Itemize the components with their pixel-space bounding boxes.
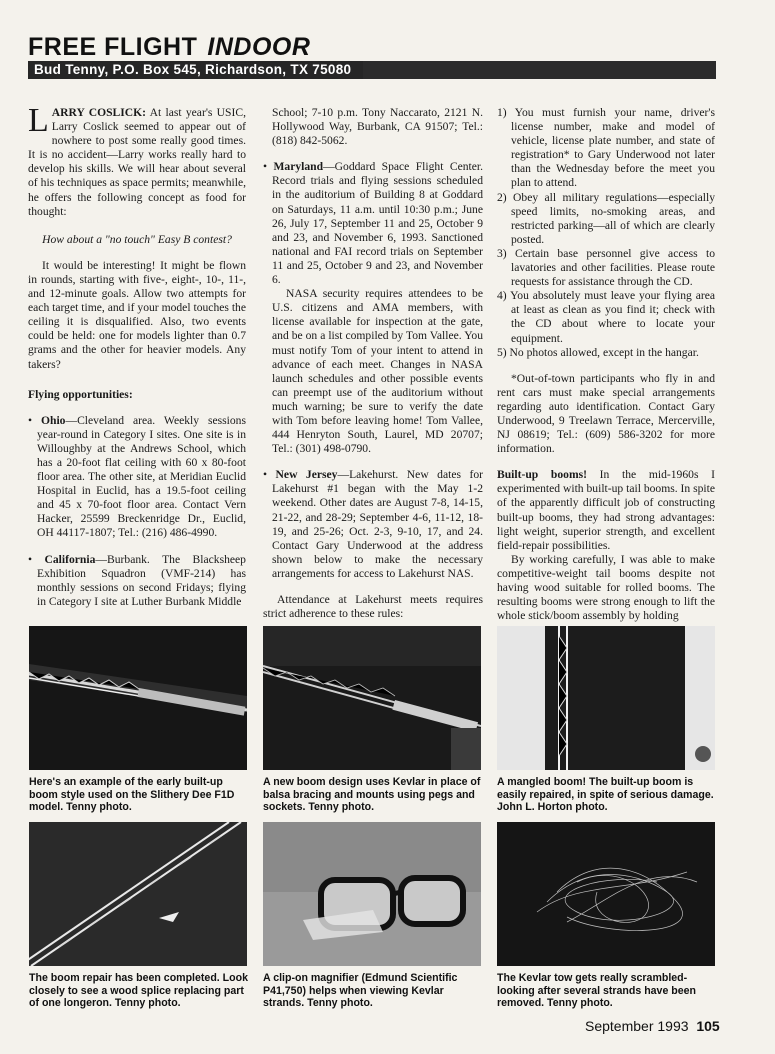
list-item: • New Jersey—Lakehurst. New dates for Lakehurst #1 began with the May 1-2 weekend. Other dates are August 7-8, 14-15, 21-22, and 28-29; September 4-6, 11-12, 18-19, and 25-26; Oct. 2-3, 9-10, 17, and 24. Contact Gary Underwood at the address shown below to make the necessary arrangements for access to Lakehurst NAS. [263, 468, 483, 580]
state-name: Maryland [273, 160, 324, 174]
item-text: —Cleveland area. Weekly sessions year-round in Category I sites. One site is in Willoughby at the Andrews School, which has a 20-foot flat ceiling with 60 x 80-foot floor area. The other site, at Meridian Euclid Hospital in Euclid, has a 19.5-foot ceiling and 45 x 70-foot floor area. Contact Vern Hacker, 25599 Breckenridge Dr., Euclid, OH 44117-1807; Tel.: (216) 486-4990. [37, 413, 246, 540]
byline-bar [28, 61, 716, 79]
rule-item: 2) Obey all military regulations—especially speed limits, no-smoking areas, and restricted parking—all of which are clearly posted. [497, 190, 715, 246]
photo-magnifier [263, 822, 481, 966]
page-footer [585, 1018, 720, 1034]
intro-paragraph [28, 102, 246, 219]
item-text: —Lakehurst. New dates for Lakehurst #1 began with the May 1-2 weekend. Other dates are August 7-8, 14-15, 21-22, and 28-29; September 4-6, 11-12, 18-19, and 25-26; Oct. 2-3, 9-10, 17, and 24. Contact Gary Underwood at the address shown below to make the necessary arrangements for access to Lakehurst NAS. [272, 468, 483, 580]
photo-kevlar-boom [263, 626, 481, 770]
text-column-2 [263, 106, 483, 621]
photo-caption: A mangled boom! The built-up boom is easily repaired, in spite of serious damage. John L. Horton photo. [497, 776, 714, 814]
item-text: —Goddard Space Flight Center. Record trials and flying sessions scheduled in the auditorium of Building 8 at Goddard on Saturdays, 11 a.m. until 10:30 p.m.; June 26, July 17, September 11 and 25, October 9 and 23, and November 6, 1993. Sanctioned national and FAI record trials on September 11 and 25, October 9 and 23, and November 6. [272, 160, 483, 287]
rule-item: 5) No photos allowed, except in the hangar. [497, 345, 699, 359]
photo-caption: The Kevlar tow gets really scrambled-looking after several strands have been removed. Tenny photo. [497, 972, 697, 1010]
paragraph: Attendance at Lakehurst meets requires strict adherence to these rules: [263, 593, 483, 621]
column-title [28, 33, 310, 62]
rules-list [497, 106, 715, 360]
paragraph: By working carefully, I was able to make competitive-weight tail booms despite not having wood suitable for rolled booms. The resulting booms were strong enough to lift the whole stick/boom assembly by holding [497, 552, 715, 623]
photo-caption: The boom repair has been completed. Look closely to see a wood splice replacing part of one longeron. Tenny photo. [29, 972, 248, 1010]
item-text: —Burbank. The Blacksheep Exhibition Squadron (VMF-214) has monthly sessions on second Fridays; flying in Category I site at Luther Burbank Middle [37, 552, 246, 608]
photo-boom-repair [29, 822, 247, 966]
lead-name: ARRY COSLICK: [51, 106, 147, 119]
footnote: *Out-of-town participants who fly in and rent cars must make special arrangements regarding auto identification. Contact Gary Underwood, 9 Treelawn Terrace, Mercerville, NJ 08619; Tel.: (609) 586-3202 for more information. [497, 371, 715, 456]
list-item: • Ohio—Cleveland area. Weekly sessions year-round in Category I sites. One site is in Willoughby at the Andrews School, which has a 20-foot flat ceiling with 60 x 80-foot floor area. The other site, at Meridian Euclid Hospital in Euclid, has a 19.5-foot ceiling and 45 x 70-foot floor area. Contact Vern Hacker, 25599 Breckenridge Dr., Euclid, OH 44117-1807; Tel.: (216) 486-4990. [28, 413, 246, 540]
text-column-3 [497, 106, 715, 623]
paragraph: NASA security requires attendees to be U.S. citizens and AMA members, with license available for inspection at the gate, and be on a list compiled by Tom Vallee. You must notify Tom of your intent to attend in advance of each meet. Changes in NASA launch schedules and other possible events can preempt use of the auditorium without much warning; be sure to verify the date with Tom before leaving home! Tom Vallee, 444 Henryton South, Laurel, MD 20707; Tel.: (301) 498-0790. [272, 287, 483, 456]
run-in-head: Built-up booms! [497, 468, 587, 482]
rule-item: 4) You absolutely must leave your flying area at least as clean as you find it; check with the CD about where to locate your equipment. [497, 289, 715, 345]
section-heading: Flying opportunities: [28, 387, 133, 401]
paragraph: School; 7-10 p.m. Tony Naccarato, 2121 N. Hollywood Way, Burbank, CA 91507; Tel.: (818) 842-5062. [272, 106, 483, 148]
photo-caption: A new boom design uses Kevlar in place of balsa bracing and mounts using pegs and sockets. Tenny photo. [263, 776, 481, 814]
paragraph [497, 468, 715, 553]
page-number: 105 [696, 1018, 720, 1034]
drop-cap: L [28, 102, 49, 139]
title-sub: INDOOR [207, 33, 311, 61]
paragraph-text: In the mid-1960s I experimented with built-up tail booms. In spite of the apparently difficult job of constructing built-up booms, they had strong advantages: light weight, superior strength, and excellent field-repair possibilities. [497, 468, 715, 552]
state-name: New Jersey [275, 468, 338, 482]
state-name: Ohio [41, 413, 66, 427]
rule-item: 3) Certain base personnel give access to lavatories and other facilities. Please route requests for assistance through the CD. [497, 246, 715, 289]
byline: Bud Tenny, P.O. Box 545, Richardson, TX 75080 [28, 61, 363, 79]
paragraph: It would be interesting! It might be flown in rounds, starting with five-, eight-, 10-, 11-, and 12-minute goals. Allow two attempts for each target time, and if your model touches the ceiling it is disqualified. Also, two events could be held: one for models lighter than 0.7 grams and the other for heavier models. Any takers? [28, 258, 246, 371]
photo-caption: A clip-on magnifier (Edmund Scientific P41,750) helps when viewing Kevlar strands. Tenny photo. [263, 972, 458, 1010]
issue-date: September 1993 [585, 1018, 689, 1034]
quote: How about a "no touch" Easy B contest? [42, 232, 232, 246]
title-main: FREE FLIGHT [28, 33, 198, 61]
rule-item: 1) You must furnish your name, driver's license number, make and model of vehicle, license plate number, and state of registration* to Gary Underwood not later than the Wednesday before the meet you plan to attend. [497, 106, 715, 190]
intro-text: At last year's USIC, Larry Coslick seemed to appear out of nowhere to post some really good times. It is no accident—Larry works really hard to develop his skills. We will hear about several of his techniques as space permits; meanwhile, he offers the following concept as food for thought: [28, 106, 246, 218]
photo-kevlar-tow [497, 822, 715, 966]
photo-caption: Here's an example of the early built-up boom style used on the Slithery Dee F1D model. Tenny photo. [29, 776, 235, 814]
photo-early-boom [29, 626, 247, 770]
state-name: California [44, 552, 96, 566]
list-item: • Maryland—Goddard Space Flight Center. Record trials and flying sessions scheduled in the auditorium of Building 8 at Goddard on Saturdays, 11 a.m. until 10:30 p.m.; June 26, July 17, September 11 and 25, October 9 and 23, and November 6, 1993. Sanctioned national and FAI record trials on September 11 and 25, October 9 and 23, and November 6. [263, 160, 483, 287]
text-column-1 [28, 102, 246, 609]
photo-mangled-boom [497, 626, 715, 770]
list-item: • California—Burbank. The Blacksheep Exhibition Squadron (VMF-214) has monthly sessions on second Fridays; flying in Category I site at Luther Burbank Middle [28, 552, 246, 608]
